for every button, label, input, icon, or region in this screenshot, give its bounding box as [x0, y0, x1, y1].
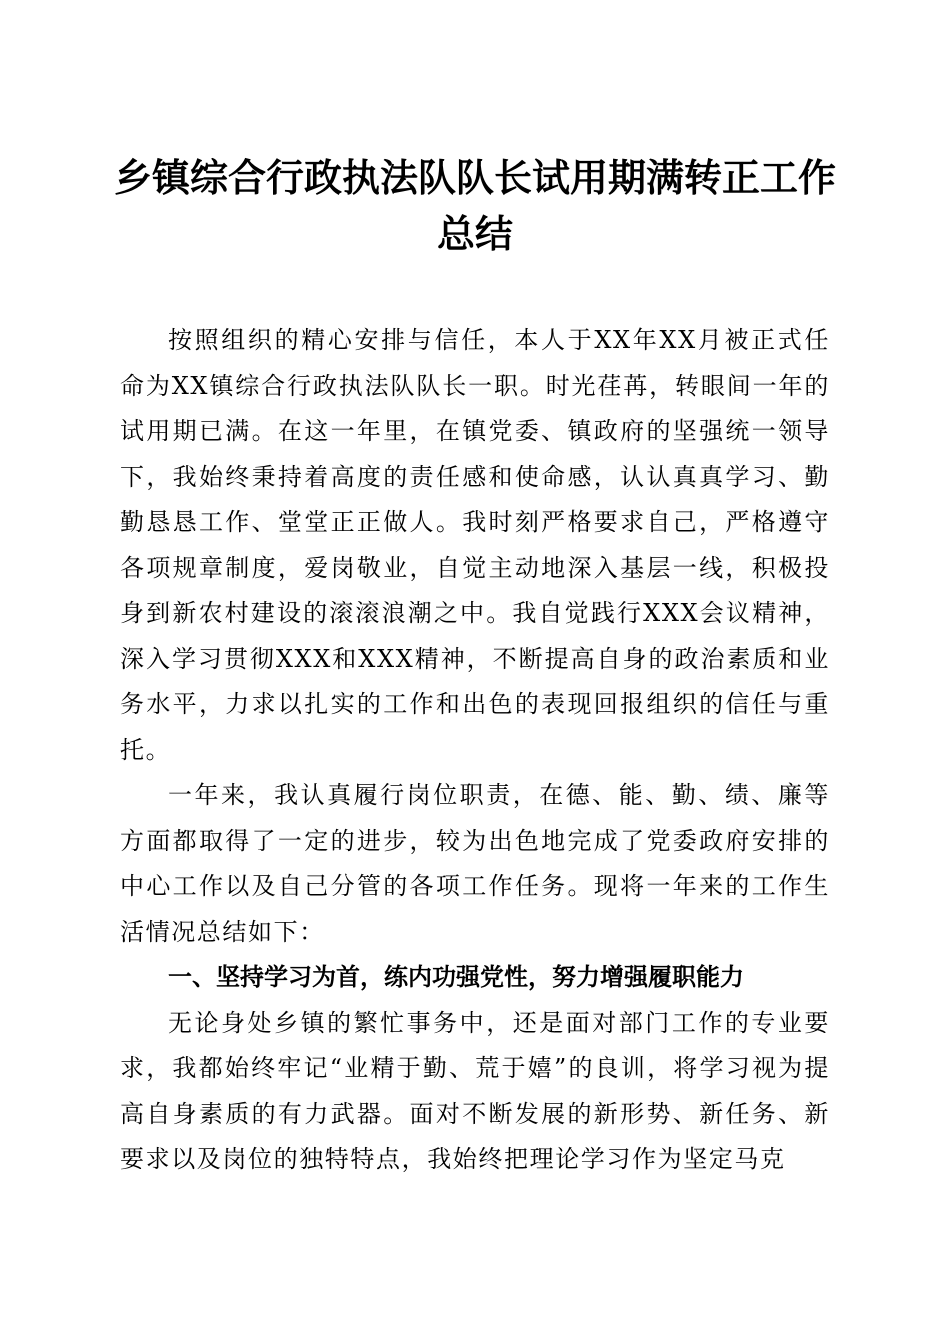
- paragraph-section-one: 无论身处乡镇的繁忙事务中，还是面对部门工作的专业要求，我都始终牢记“业精于勤、荒于嬉”的良训，将学习视为提高自身素质的有力武器。面对不断发展的新形势、新任务、新要求以及岗位的独特特点，我始终把理论学习作为坚定马克: [120, 1008, 830, 1173]
- paragraph-summary: 一年来，我认真履行岗位职责，在德、能、勤、绩、廉等方面都取得了一定的进步，较为出色地完成了党委政府安排的中心工作以及自己分管的各项工作任务。现将一年来的工作生活情况总结如下：: [120, 781, 830, 946]
- document-title: 乡镇综合行政执法队队长试用期满转正工作总结: [113, 155, 836, 256]
- document-body: [120, 318, 830, 1183]
- paragraph-intro: 按照组织的精心安排与信任，本人于XX年XX月被正式任命为XX镇综合行政执法队队长一职。时光荏苒，转眼间一年的试用期已满。在这一年里，在镇党委、镇政府的坚强统一领导下，我始终秉持着高度的责任感和使命感，认认真真学习、勤勤恳恳工作、堂堂正正做人。我时刻严格要求自己，严格遵守各项规章制度，爱岗敬业，自觉主动地深入基层一线，积极投身到新农村建设的滚滚浪潮之中。我自觉践行XXX会议精神，深入学习贯彻XXX和XXX精神，不断提高自身的政治素质和业务水平，力求以扎实的工作和出色的表现回报组织的信任与重托。: [120, 326, 830, 764]
- section-heading: 一、坚持学习为首，练内功强党性，努力增强履职能力: [168, 963, 744, 991]
